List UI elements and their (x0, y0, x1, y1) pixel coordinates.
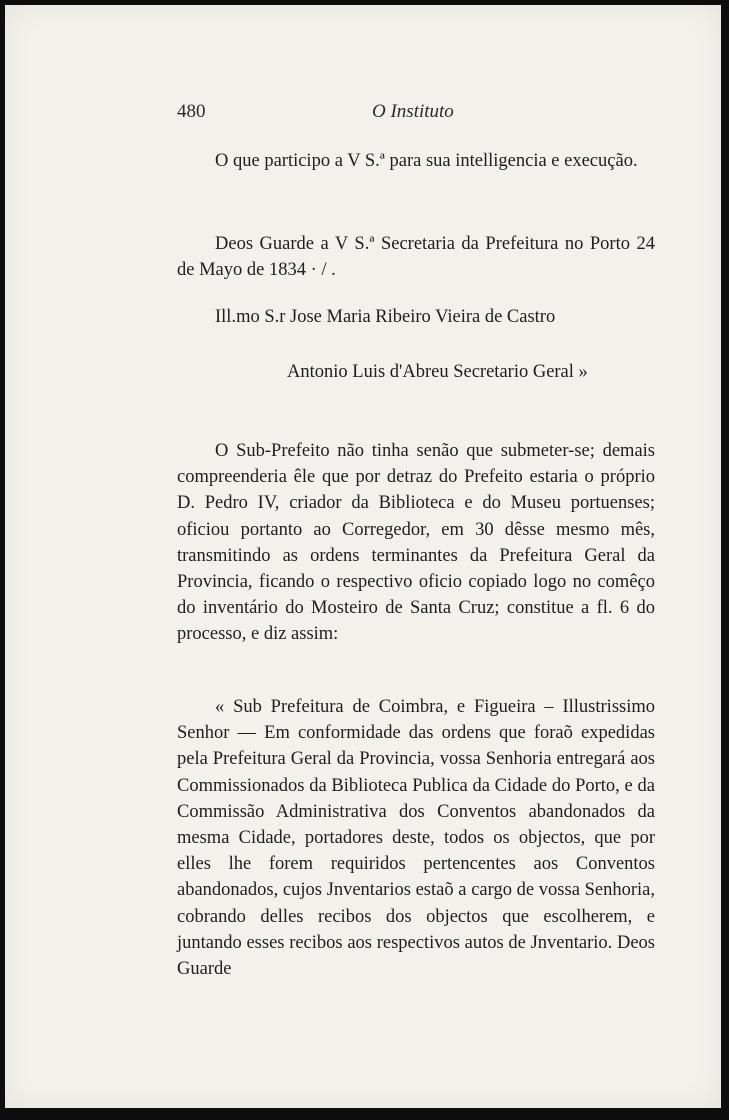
addressee-line: Ill.mo S.r Jose Maria Ribeiro Vieira de Castro (215, 307, 556, 327)
paragraph-sub-prefeito (177, 438, 655, 648)
paragraph-text: O Sub-Prefeito não tinha senão que submeter-se; demais compreenderia êle que por detraz do Prefeito estaria o próprio D. Pedro IV, criador da Biblioteca e do Museu portuenses; oficiou portanto ao Corregedor, em 30 dêsse mesmo mês, transmitindo as ordens terminantes da Prefeitura Geral da Provincia, ficando o respectivo oficio copiado logo no comêço do inventário do Mosteiro de Santa Cruz; constitue a fl. 6 do processo, e diz assim: (177, 441, 655, 645)
paragraph-text: Deos Guarde a V S.ª Secretaria da Prefeitura no Porto 24 de Mayo de 1834 · / . (177, 234, 655, 281)
paragraph-deos-guarde (177, 231, 655, 283)
paragraph-text: « Sub Prefeitura de Coimbra, e Figueira – Illustrissimo Senhor — Em conformidade das ordens que foraõ expedidas pela Prefeitura Geral da Provincia, vossa Senhoria entregará aos Commissionados da Biblioteca Publica da Cidade do Porto, e da Commissão Administrativa dos Conventos abandonados da mesma Cidade, portadores deste, todos os objectos, que por elles lhe forem requiridos pertencentes aos Conventos abandonados, cujos Jnventarios estaõ a cargo de vossa Senhoria, cobrando delles recibos dos objectos que escolherem, e juntando esses recibos aos respectivos autos de Jnventario. Deos Guarde (177, 697, 655, 980)
paragraph-participo (177, 148, 655, 174)
page-number: 480 (177, 101, 206, 122)
journal-title: O Instituto (372, 101, 454, 122)
paragraph-text: O que participo a V S.ª para sua intelligencia e execução. (215, 151, 638, 171)
paragraph-quoted-letter (177, 694, 655, 982)
signature-line: Antonio Luis d'Abreu Secretario Geral » (287, 362, 588, 382)
book-page (5, 5, 721, 1108)
running-head (177, 101, 657, 125)
